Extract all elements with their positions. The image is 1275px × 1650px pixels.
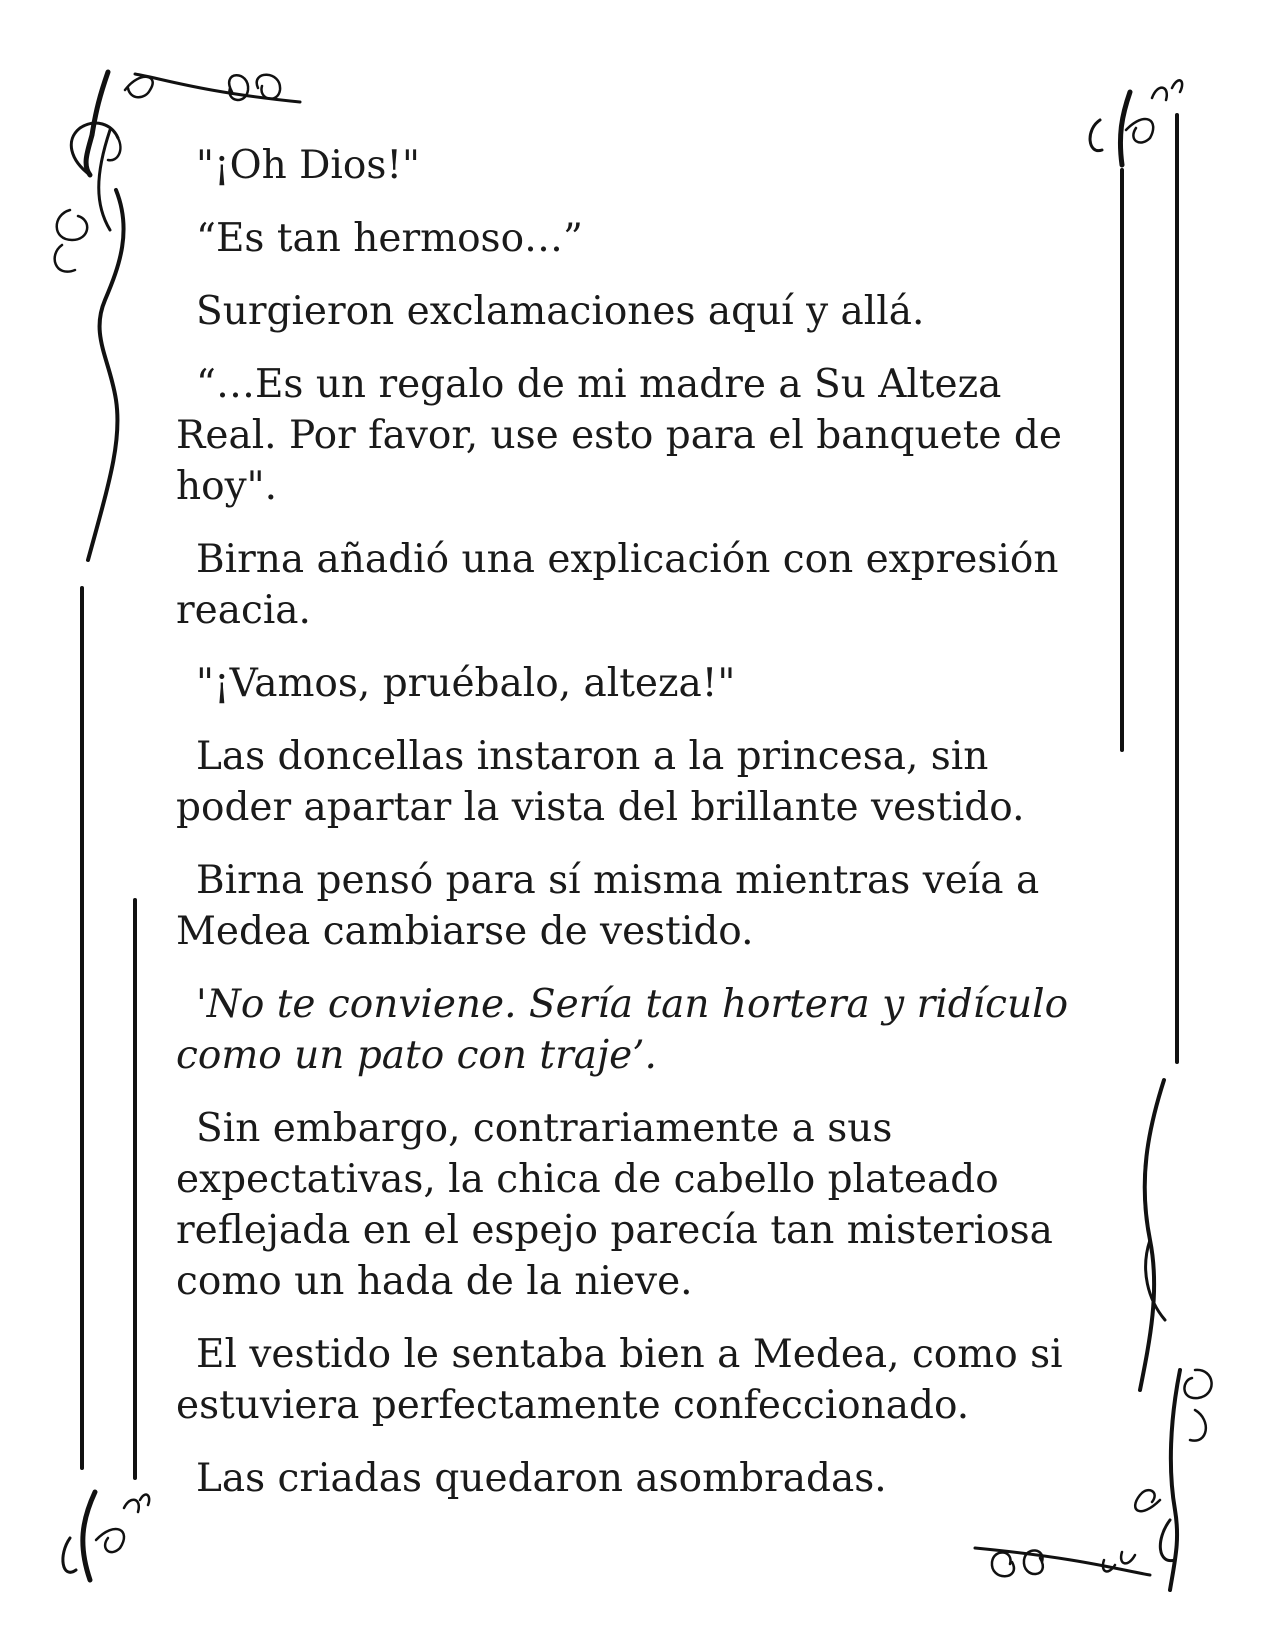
paragraph: “…Es un regalo de mi madre a Su Alteza Real. Por favor, use esto para el banquete de hoy". [176, 362, 1062, 509]
paragraph: Las doncellas instaron a la princesa, sin poder apartar la vista del brillante vestido. [176, 734, 1025, 830]
italic-thought-paragraph: 'No te conviene. Sería tan hortera y ridículo como un pato con traje’. [176, 982, 1069, 1078]
paragraph: Birna pensó para sí misma mientras veía a Medea cambiarse de vestido. [176, 858, 1040, 954]
paragraph: El vestido le sentaba bien a Medea, como si estuviera perfectamente confeccionado. [176, 1332, 1063, 1428]
paragraph: “Es tan hermoso…” [196, 216, 583, 261]
paragraph: Sin embargo, contrariamente a sus expectativas, la chica de cabello plateado reflejada en el espejo parecía tan misteriosa como un hada de la nieve. [176, 1106, 1053, 1304]
paragraph: "¡Oh Dios!" [196, 143, 420, 188]
paragraph: Surgieron exclamaciones aquí y allá. [196, 289, 925, 334]
paragraph: Las criadas quedaron asombradas. [196, 1456, 887, 1501]
paragraph: Birna añadió una explicación con expresión reacia. [176, 537, 1059, 633]
text-column [176, 140, 1106, 1526]
paragraph: "¡Vamos, pruébalo, alteza!" [196, 661, 736, 706]
